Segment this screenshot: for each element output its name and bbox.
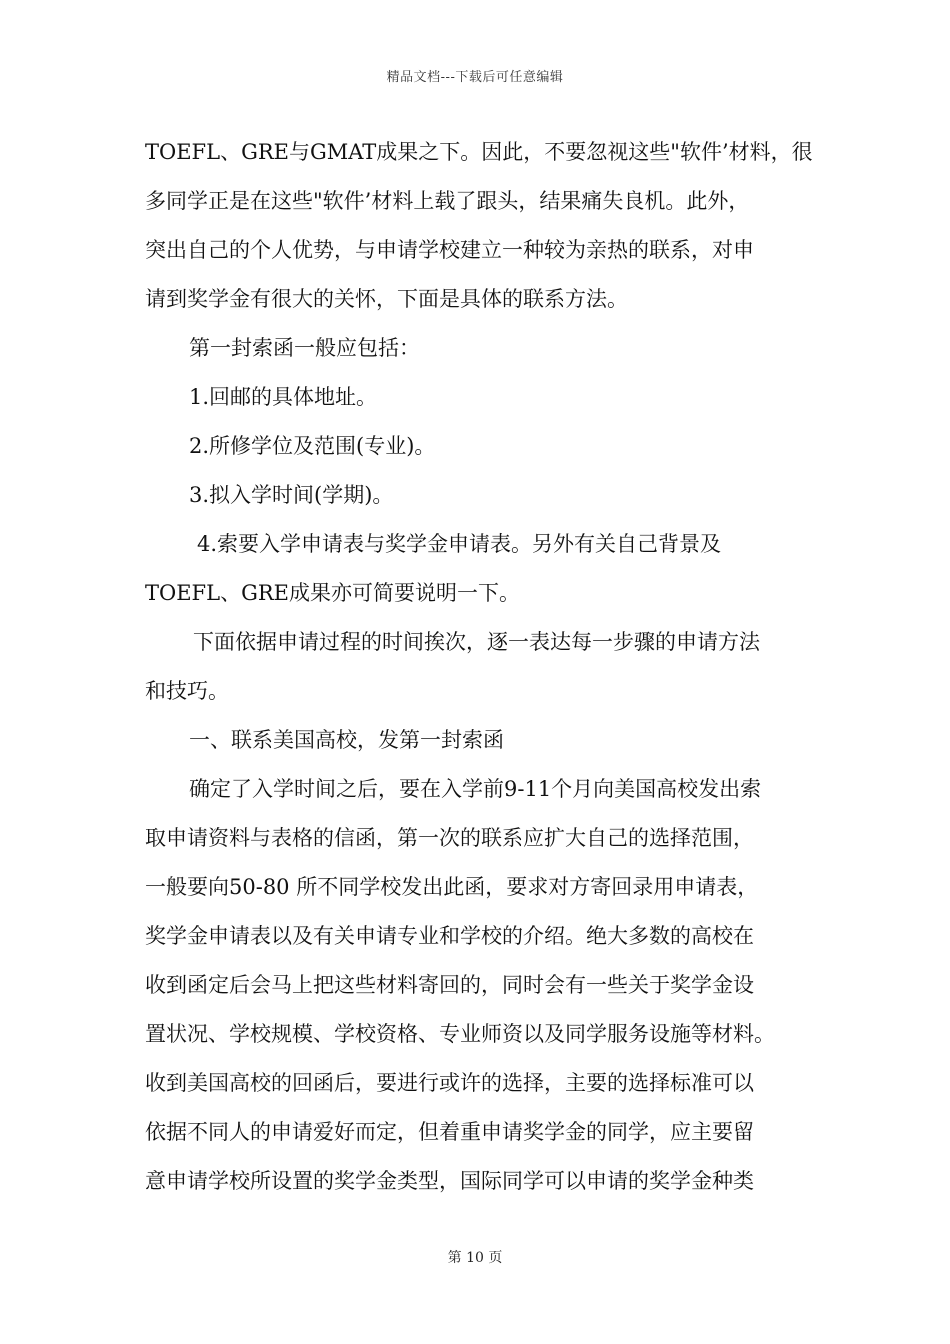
text-line: 收到美国高校的回函后，要进行或许的选择，主要的选择标准可以	[145, 1071, 754, 1095]
text-line: 3.拟入学时间(学期)。	[189, 483, 394, 507]
text-line: 依据不同人的申请爱好而定，但着重申请奖学金的同学，应主要留	[145, 1120, 754, 1144]
text-line: 一、联系美国高校，发第一封索函	[189, 728, 504, 752]
text-line: 1.回邮的具体地址。	[189, 385, 378, 409]
page-number: 第 10 页	[447, 1250, 503, 1266]
text-line: 取申请资料与表格的信函，第一次的联系应扩大自己的选择范围，	[145, 826, 754, 850]
text-line: 2.所修学位及范围(专业)。	[189, 434, 436, 458]
text-line: 和技巧。	[145, 679, 229, 703]
text-line: 收到函定后会马上把这些材料寄回的，同时会有一些关于奖学金设	[145, 973, 754, 997]
text-line: TOEFL、GRE与GMAT成果之下。因此，不要忽视这些"软件’材料，很	[145, 140, 813, 164]
text-line: 4.索要入学申请表与奖学金申请表。另外有关自己背景及	[197, 532, 722, 556]
text-line: 第一封索函一般应包括：	[189, 336, 420, 360]
text-line: 置状况、学校规模、学校资格、专业师资以及同学服务设施等材料。	[145, 1022, 775, 1046]
text-line: TOEFL、GRE成果亦可简要说明一下。	[145, 581, 520, 605]
body-text	[145, 128, 813, 1206]
text-line: 请到奖学金有很大的关怀，下面是具体的联系方法。	[145, 287, 628, 311]
text-line: 突出自己的个人优势，与申请学校建立一种较为亲热的联系，对申	[145, 238, 754, 262]
text-line: 奖学金申请表以及有关申请专业和学校的介绍。绝大多数的高校在	[145, 924, 754, 948]
text-line: 确定了入学时间之后，要在入学前9-11个月向美国高校发出索	[189, 777, 762, 801]
text-line: 下面依据申请过程的时间挨次，逐一表达每一步骤的申请方法	[193, 630, 760, 654]
text-line: 多同学正是在这些"软件’材料上载了跟头，结果痛失良机。此外，	[145, 189, 750, 213]
text-line: 一般要向50-80 所不同学校发出此函，要求对方寄回录用申请表，	[145, 875, 759, 899]
text-line: 意申请学校所设置的奖学金类型，国际同学可以申请的奖学金种类	[145, 1169, 754, 1193]
page-header: 精品文档---下载后可任意编辑	[386, 70, 564, 85]
